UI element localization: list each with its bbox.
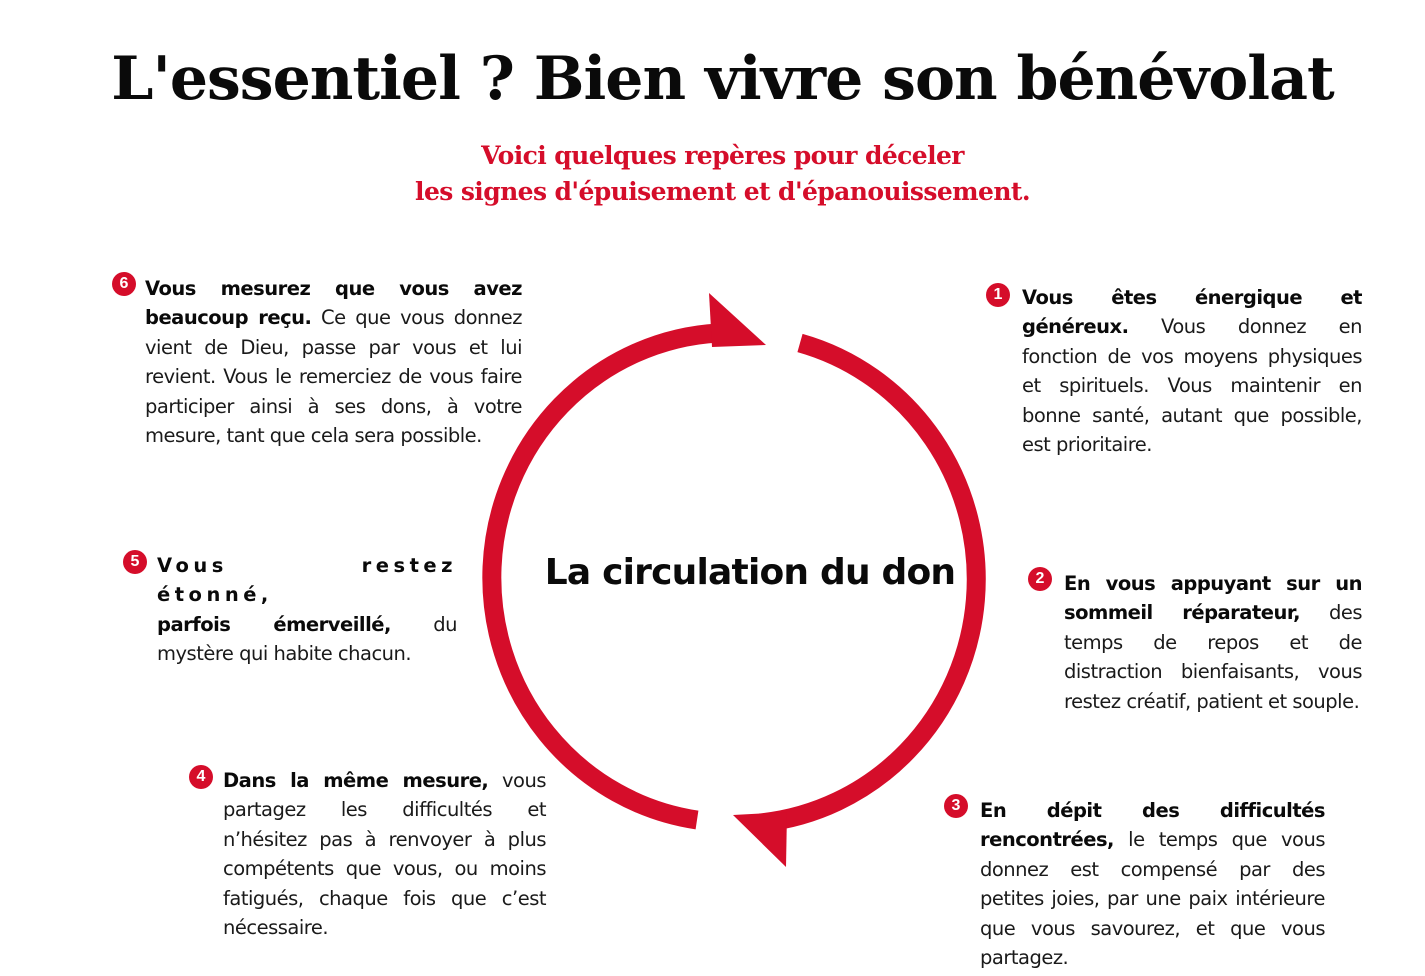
step-badge-4: 4 xyxy=(189,765,213,789)
step-badge-1: 1 xyxy=(986,283,1010,307)
subtitle-line-2: les signes d'épuisement et d'épanouissement. xyxy=(415,177,1030,206)
step-item-5 xyxy=(157,551,457,669)
step-badge-5: 5 xyxy=(123,550,147,574)
step-4-heading: Dans la même mesure, xyxy=(223,769,489,792)
step-badge-2: 2 xyxy=(1028,567,1052,591)
center-label: La circulation du don xyxy=(544,552,956,593)
step-2-text: des temps de repos et de distraction bienfaisants, vous restez créatif, patient et souple. xyxy=(1064,601,1362,713)
step-6-heading: Vous mesurez que vous avez beaucoup reçu. xyxy=(145,277,522,330)
step-item-2 xyxy=(1064,569,1362,716)
step-item-1 xyxy=(1022,283,1362,459)
step-3-text: le temps que vous donnez est compensé par des petites joies, par une paix intérieure que vous savourez, et que vous partagez. xyxy=(980,828,1325,970)
step-3-heading: En dépit des difficultés rencontrées, xyxy=(980,799,1325,852)
arrowhead-top-icon xyxy=(709,293,766,347)
page-title: L'essentiel ? Bien vivre son bénévolat xyxy=(111,44,1334,114)
step-item-3 xyxy=(980,796,1325,972)
step-5-text: du mystère qui habite chacun. xyxy=(157,612,458,666)
arrowhead-bottom-icon xyxy=(733,812,787,867)
step-6-text: Ce que vous donnez vient de Dieu, passe par vous et lui revient. Vous le remerciez de vous faire participer ainsi à ses dons, à votre mesure, tant que cela sera possible. xyxy=(145,306,522,448)
step-item-6 xyxy=(145,274,522,450)
step-badge-3: 3 xyxy=(944,794,968,818)
subtitle-line-1: Voici quelques repères pour déceler xyxy=(481,141,964,170)
step-5-heading-line-1: Vous restez étonné, xyxy=(157,554,457,607)
step-badge-6: 6 xyxy=(112,272,136,296)
step-1-text: Vous donnez en fonction de vos moyens physiques et spirituels. Vous maintenir en bonne santé, autant que possible, est prioritaire. xyxy=(1022,315,1362,457)
step-item-4 xyxy=(223,766,546,942)
step-2-heading: En vous appuyant sur un sommeil réparateur, xyxy=(1064,572,1362,625)
step-1-heading: Vous êtes énergique et généreux. xyxy=(1022,286,1362,339)
step-4-text: vous partagez les difficultés et n’hésitez pas à renvoyer à plus compétents que vous, ou moins fatigués, chaque fois que c’est nécessaire. xyxy=(223,769,547,940)
step-5-heading-line-2: parfois émerveillé, xyxy=(157,612,391,636)
